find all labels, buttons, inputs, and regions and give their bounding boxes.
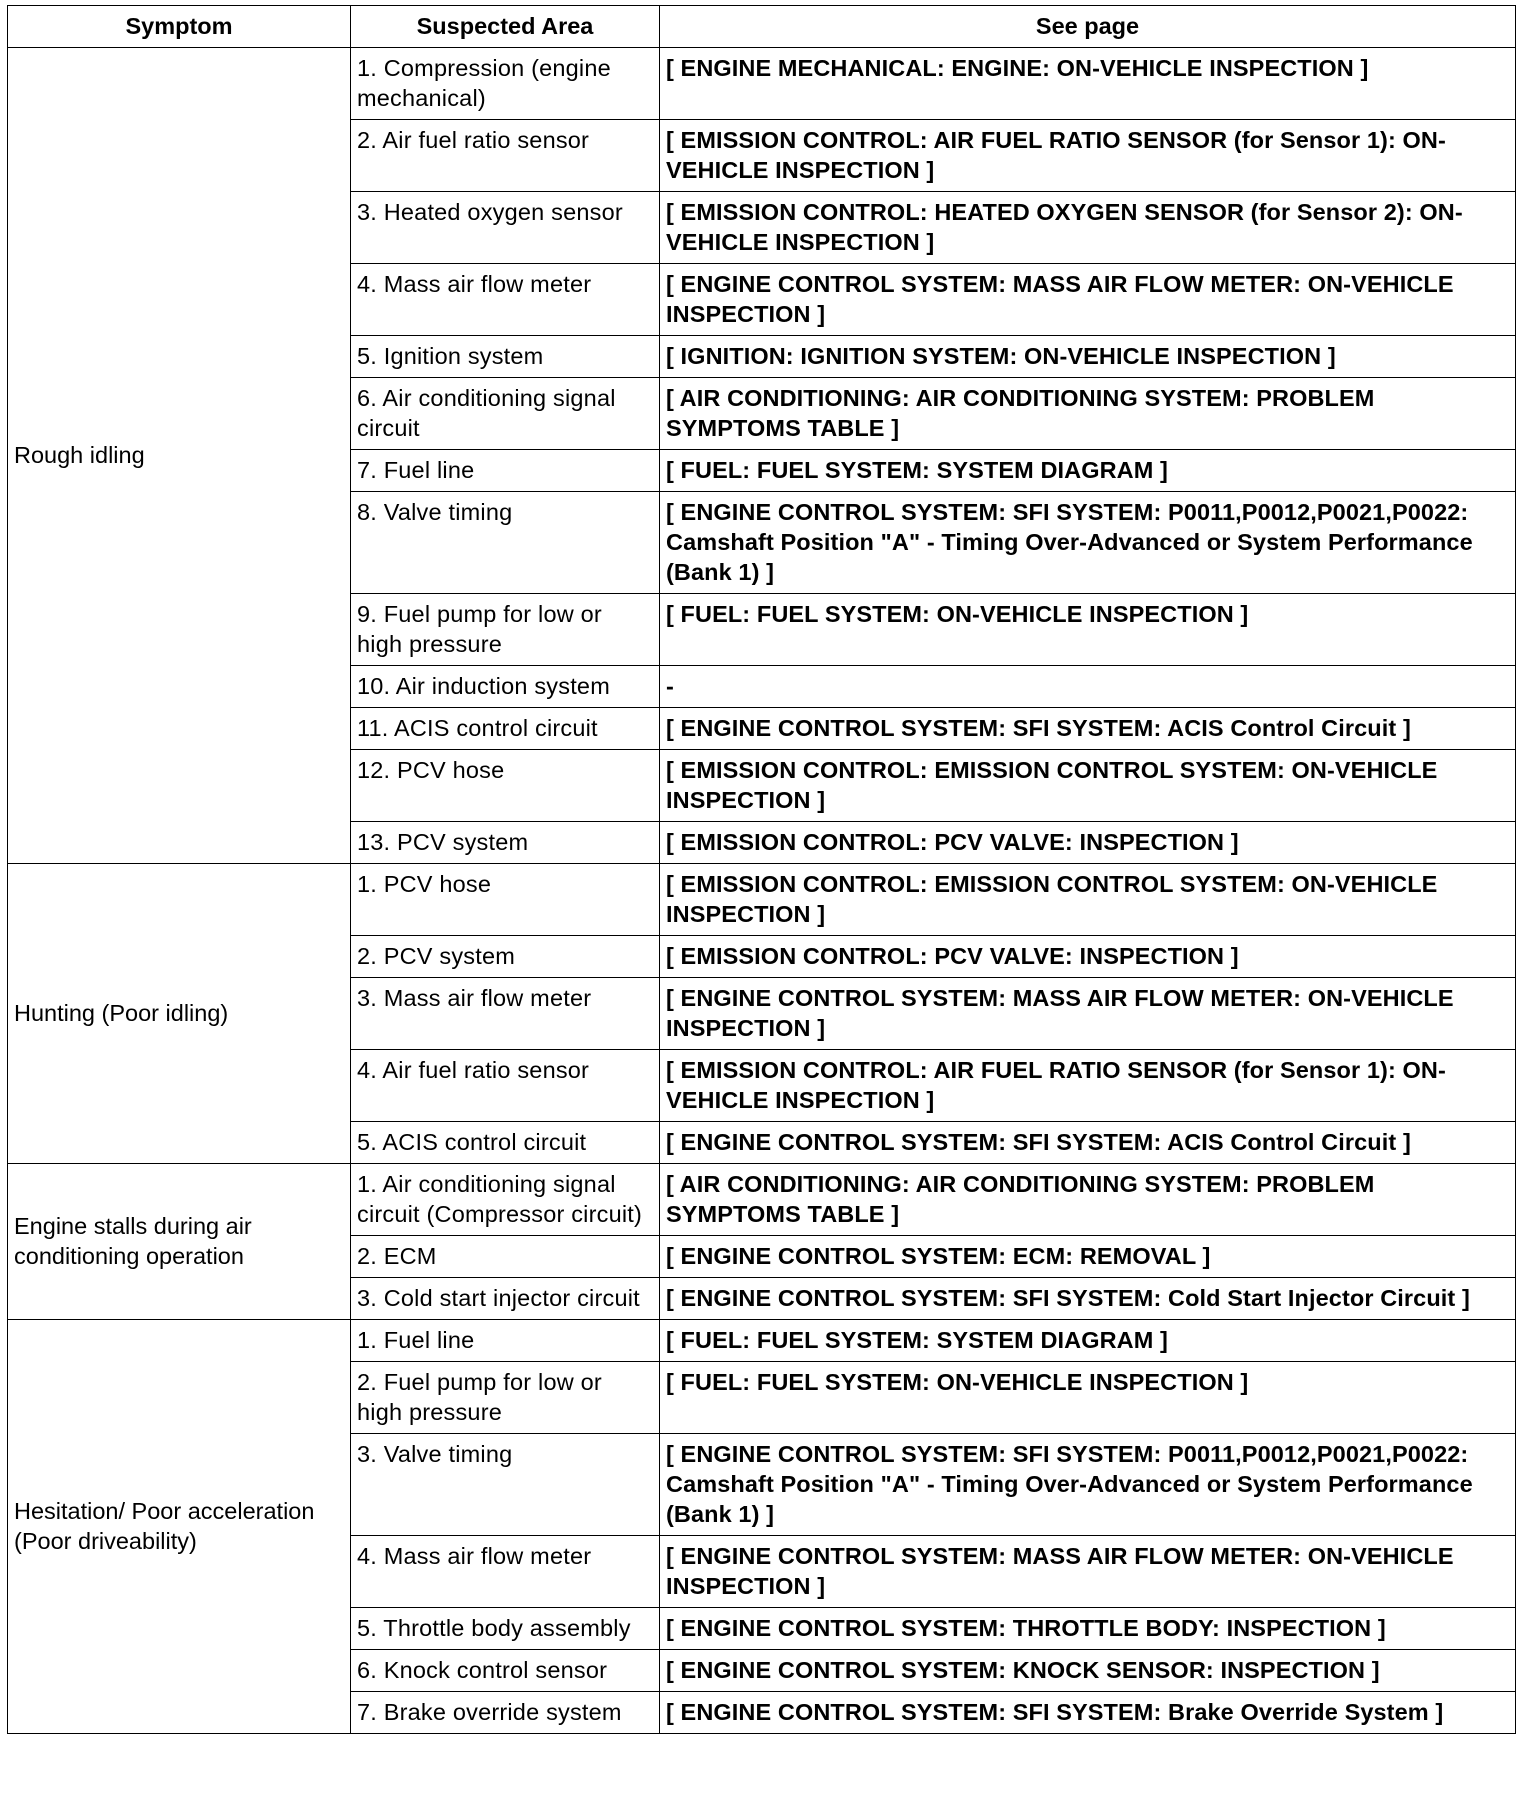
see-page-reference-cell: [ FUEL: FUEL SYSTEM: ON-VEHICLE INSPECTION ]	[660, 1362, 1516, 1434]
see-page-reference-cell: [ ENGINE MECHANICAL: ENGINE: ON-VEHICLE INSPECTION ]	[660, 48, 1516, 120]
table-row	[8, 1320, 1516, 1362]
see-page-reference-cell: [ FUEL: FUEL SYSTEM: SYSTEM DIAGRAM ]	[660, 450, 1516, 492]
suspected-area-cell: 5. Ignition system	[351, 336, 660, 378]
see-page-reference-cell: [ FUEL: FUEL SYSTEM: SYSTEM DIAGRAM ]	[660, 1320, 1516, 1362]
suspected-area-cell: 5. Throttle body assembly	[351, 1608, 660, 1650]
suspected-area-cell: 3. Heated oxygen sensor	[351, 192, 660, 264]
suspected-area-cell: 4. Mass air flow meter	[351, 1536, 660, 1608]
suspected-area-cell: 6. Knock control sensor	[351, 1650, 660, 1692]
suspected-area-cell: 10. Air induction system	[351, 666, 660, 708]
suspected-area-cell: 2. ECM	[351, 1236, 660, 1278]
see-page-reference-cell: [ EMISSION CONTROL: EMISSION CONTROL SYSTEM: ON-VEHICLE INSPECTION ]	[660, 864, 1516, 936]
suspected-area-cell: 2. Fuel pump for low or high pressure	[351, 1362, 660, 1434]
table-body	[8, 48, 1516, 1734]
suspected-area-cell: 2. Air fuel ratio sensor	[351, 120, 660, 192]
suspected-area-cell: 2. PCV system	[351, 936, 660, 978]
suspected-area-cell: 12. PCV hose	[351, 750, 660, 822]
table-row	[8, 48, 1516, 120]
suspected-area-cell: 1. PCV hose	[351, 864, 660, 936]
see-page-reference-cell: [ EMISSION CONTROL: AIR FUEL RATIO SENSOR (for Sensor 1): ON-VEHICLE INSPECTION ]	[660, 120, 1516, 192]
see-page-reference-cell: [ ENGINE CONTROL SYSTEM: SFI SYSTEM: P0011,P0012,P0021,P0022: Camshaft Position "A" - Timing Over-Advanced or System Performance (Bank 1) ]	[660, 1434, 1516, 1536]
see-page-reference-cell: [ ENGINE CONTROL SYSTEM: MASS AIR FLOW METER: ON-VEHICLE INSPECTION ]	[660, 978, 1516, 1050]
see-page-reference-cell: [ ENGINE CONTROL SYSTEM: ECM: REMOVAL ]	[660, 1236, 1516, 1278]
symptom-cell: Hesitation/ Poor acceleration (Poor driveability)	[8, 1320, 351, 1734]
suspected-area-cell: 13. PCV system	[351, 822, 660, 864]
suspected-area-cell: 3. Cold start injector circuit	[351, 1278, 660, 1320]
see-page-reference-cell: -	[660, 666, 1516, 708]
header-row	[8, 6, 1516, 48]
see-page-reference-cell: [ ENGINE CONTROL SYSTEM: SFI SYSTEM: Brake Override System ]	[660, 1692, 1516, 1734]
see-page-reference-cell: [ EMISSION CONTROL: AIR FUEL RATIO SENSOR (for Sensor 1): ON-VEHICLE INSPECTION ]	[660, 1050, 1516, 1122]
suspected-area-cell: 9. Fuel pump for low or high pressure	[351, 594, 660, 666]
see-page-reference-cell: [ ENGINE CONTROL SYSTEM: SFI SYSTEM: Cold Start Injector Circuit ]	[660, 1278, 1516, 1320]
problem-symptoms-table	[7, 5, 1516, 1734]
suspected-area-cell: 6. Air conditioning signal circuit	[351, 378, 660, 450]
header-symptom: Symptom	[8, 6, 351, 48]
symptom-cell: Rough idling	[8, 48, 351, 864]
suspected-area-cell: 5. ACIS control circuit	[351, 1122, 660, 1164]
see-page-reference-cell: [ ENGINE CONTROL SYSTEM: MASS AIR FLOW METER: ON-VEHICLE INSPECTION ]	[660, 264, 1516, 336]
see-page-reference-cell: [ AIR CONDITIONING: AIR CONDITIONING SYSTEM: PROBLEM SYMPTOMS TABLE ]	[660, 378, 1516, 450]
header-suspected-area: Suspected Area	[351, 6, 660, 48]
suspected-area-cell: 4. Air fuel ratio sensor	[351, 1050, 660, 1122]
see-page-reference-cell: [ EMISSION CONTROL: PCV VALVE: INSPECTION ]	[660, 936, 1516, 978]
symptom-cell: Engine stalls during air conditioning operation	[8, 1164, 351, 1320]
see-page-reference-cell: [ FUEL: FUEL SYSTEM: ON-VEHICLE INSPECTION ]	[660, 594, 1516, 666]
table-row	[8, 864, 1516, 936]
see-page-reference-cell: [ ENGINE CONTROL SYSTEM: KNOCK SENSOR: INSPECTION ]	[660, 1650, 1516, 1692]
see-page-reference-cell: [ ENGINE CONTROL SYSTEM: THROTTLE BODY: INSPECTION ]	[660, 1608, 1516, 1650]
suspected-area-cell: 11. ACIS control circuit	[351, 708, 660, 750]
see-page-reference-cell: [ ENGINE CONTROL SYSTEM: MASS AIR FLOW METER: ON-VEHICLE INSPECTION ]	[660, 1536, 1516, 1608]
see-page-reference-cell: [ AIR CONDITIONING: AIR CONDITIONING SYSTEM: PROBLEM SYMPTOMS TABLE ]	[660, 1164, 1516, 1236]
suspected-area-cell: 1. Air conditioning signal circuit (Compressor circuit)	[351, 1164, 660, 1236]
header-see-page: See page	[660, 6, 1516, 48]
suspected-area-cell: 3. Mass air flow meter	[351, 978, 660, 1050]
suspected-area-cell: 4. Mass air flow meter	[351, 264, 660, 336]
see-page-reference-cell: [ IGNITION: IGNITION SYSTEM: ON-VEHICLE INSPECTION ]	[660, 336, 1516, 378]
see-page-reference-cell: [ ENGINE CONTROL SYSTEM: SFI SYSTEM: P0011,P0012,P0021,P0022: Camshaft Position "A" - Timing Over-Advanced or System Performance (Bank 1) ]	[660, 492, 1516, 594]
see-page-reference-cell: [ ENGINE CONTROL SYSTEM: SFI SYSTEM: ACIS Control Circuit ]	[660, 708, 1516, 750]
symptom-cell: Hunting (Poor idling)	[8, 864, 351, 1164]
see-page-reference-cell: [ EMISSION CONTROL: PCV VALVE: INSPECTION ]	[660, 822, 1516, 864]
see-page-reference-cell: [ EMISSION CONTROL: EMISSION CONTROL SYSTEM: ON-VEHICLE INSPECTION ]	[660, 750, 1516, 822]
suspected-area-cell: 3. Valve timing	[351, 1434, 660, 1536]
suspected-area-cell: 1. Fuel line	[351, 1320, 660, 1362]
see-page-reference-cell: [ ENGINE CONTROL SYSTEM: SFI SYSTEM: ACIS Control Circuit ]	[660, 1122, 1516, 1164]
suspected-area-cell: 7. Fuel line	[351, 450, 660, 492]
suspected-area-cell: 1. Compression (engine mechanical)	[351, 48, 660, 120]
suspected-area-cell: 8. Valve timing	[351, 492, 660, 594]
table-row	[8, 1164, 1516, 1236]
suspected-area-cell: 7. Brake override system	[351, 1692, 660, 1734]
see-page-reference-cell: [ EMISSION CONTROL: HEATED OXYGEN SENSOR (for Sensor 2): ON-VEHICLE INSPECTION ]	[660, 192, 1516, 264]
